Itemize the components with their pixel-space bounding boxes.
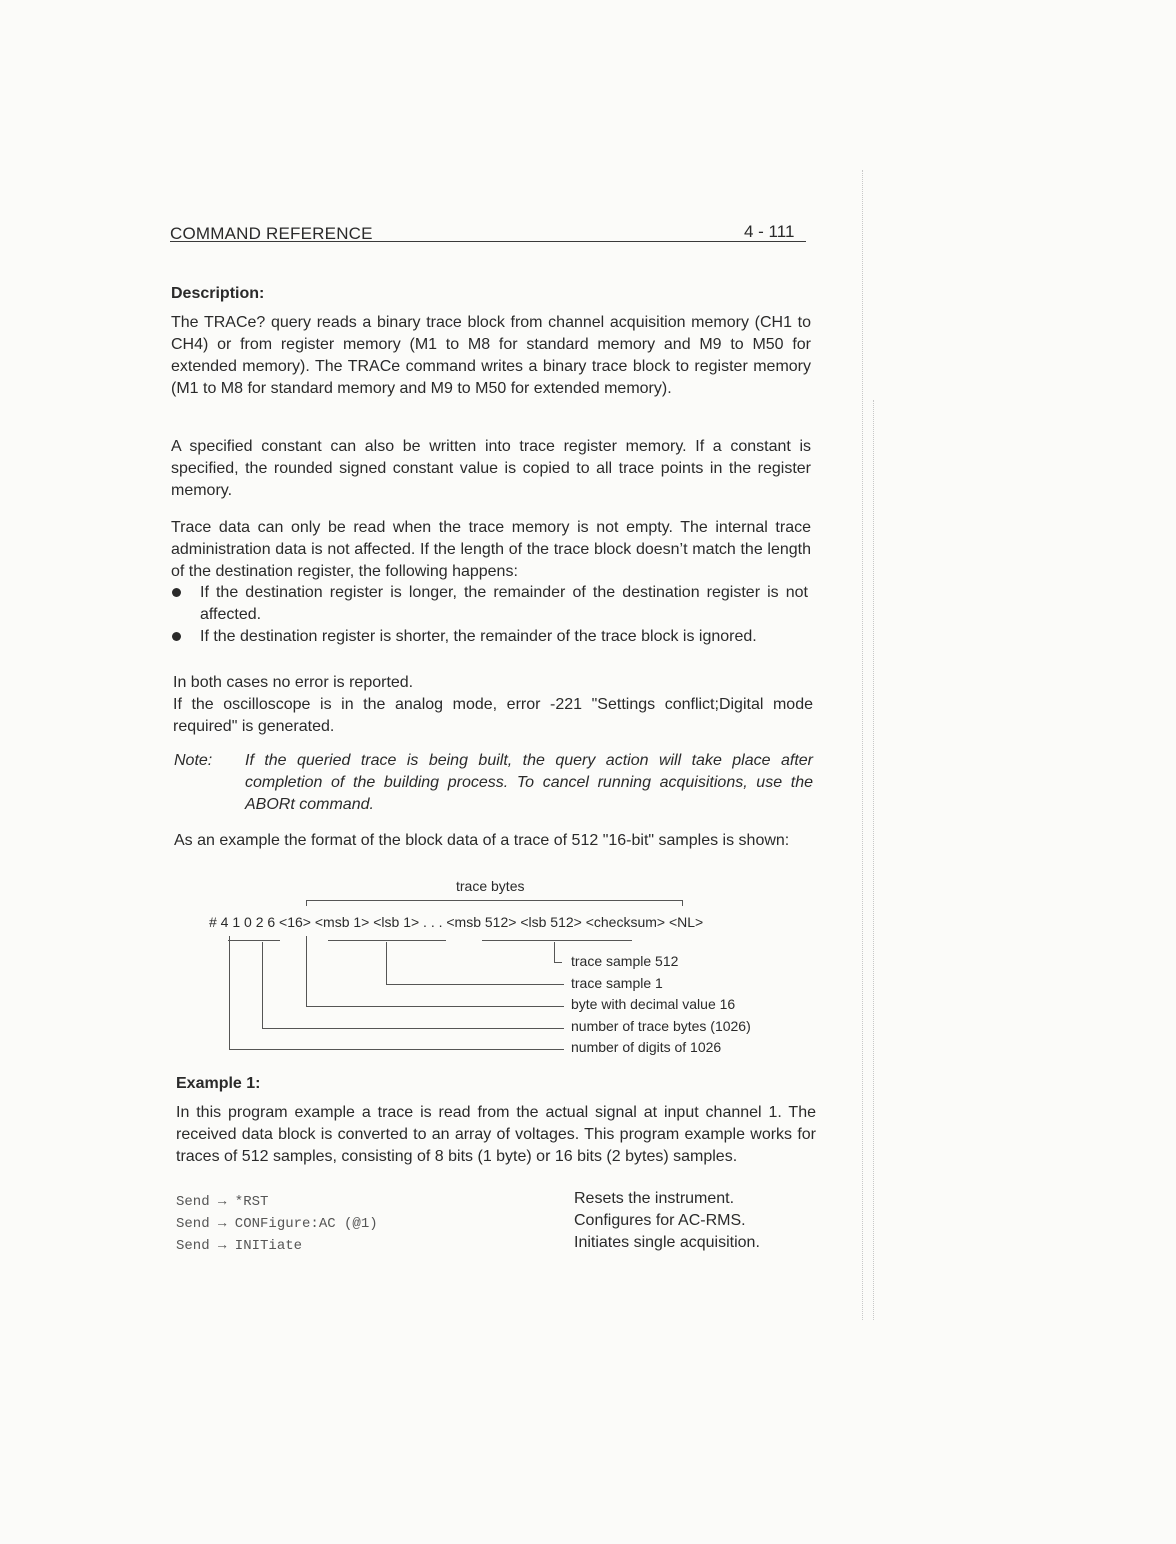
bracket-tick <box>306 900 307 906</box>
description-heading: Description: <box>171 285 265 302</box>
code-step-3: Send → INITiate <box>176 1238 303 1254</box>
description-paragraph-3: Trace data can only be read when the trace memory is not empty. The internal trace administration data is not affected. If the length of the trace block doesn’t match the length of the destination register, the following happens: <box>171 519 811 580</box>
bullet-icon <box>172 588 181 597</box>
leader-digits <box>229 1049 564 1050</box>
sample512-underbracket <box>482 940 632 941</box>
analog-mode-line: If the oscilloscope is in the analog mode, error -221 "Settings conflict;Digital mode required" is generated. <box>173 696 813 735</box>
example-1-paragraph: In this program example a trace is read from the actual signal at input channel 1. The received data block is converted to an array of voltages. This program example works for traces of 512 samples, consisting of 8 bits (1 byte) or 16 bits (2 bytes) samples. <box>176 1104 816 1165</box>
note-text: If the queried trace is being built, the query action will take place after completion of the building process. To cancel running acquisitions, use the ABORt command. <box>245 752 813 813</box>
trace-bytes-label: trace bytes <box>456 878 525 894</box>
trace-bytes-bracket <box>306 900 682 901</box>
scan-margin-mark <box>862 170 863 1320</box>
leader-trace-bytes <box>262 1028 564 1029</box>
leader-sample-1 <box>386 942 387 984</box>
description-paragraph-1: The TRACe? query reads a binary trace block from channel acquisition memory (CH1 to CH4) or from register memory (M1 to M8 for standard memory and M9 to M50 for extended memory). The TRACe command writes a binary trace block to register memory (M1 to M8 for standard memory and M9 to M50 for extended memory). <box>171 314 811 397</box>
description-paragraph-2: A specified constant can also be written into trace register memory. If a constant is specified, the rounded signed constant value is copied to all trace points in the register memory. <box>171 438 811 499</box>
header-rule <box>170 241 806 242</box>
leader-byte-16 <box>306 1006 564 1007</box>
bullet-item-2: If the destination register is shorter, the remainder of the trace block is ignored. <box>200 628 757 645</box>
leader-byte-16 <box>306 936 307 1006</box>
code-step-2: Send → CONFigure:AC (@1) <box>176 1216 378 1232</box>
label-trace-bytes: number of trace bytes (1026) <box>571 1018 751 1034</box>
scan-margin-mark <box>873 400 874 1320</box>
block-format-line: # 4 1 0 2 6 <16> <msb 1> <lsb 1> . . . <msb 512> <lsb 512> <checksum> <NL> <box>209 914 704 930</box>
code-step-3-comment: Initiates single acquisition. <box>574 1234 760 1251</box>
label-trace-sample-1: trace sample 1 <box>571 975 663 991</box>
code-step-1-comment: Resets the instrument. <box>574 1190 735 1207</box>
no-error-line: In both cases no error is reported. <box>173 674 414 691</box>
label-trace-sample-512: trace sample 512 <box>571 953 679 969</box>
bullet-item-1: If the destination register is longer, the remainder of the destination register is not affected. <box>200 584 808 623</box>
leader-trace-bytes <box>262 942 263 1028</box>
code-step-2-comment: Configures for AC-RMS. <box>574 1212 746 1229</box>
bracket-tick <box>682 900 683 906</box>
leader-sample-512 <box>554 962 562 963</box>
example-1-heading: Example 1: <box>176 1075 261 1092</box>
leader-digits <box>229 936 230 1049</box>
sample1-underbracket <box>328 940 446 941</box>
code-step-1: Send → *RST <box>176 1194 269 1210</box>
bullet-icon <box>172 632 181 641</box>
leader-sample-512 <box>554 942 555 962</box>
label-byte-16: byte with decimal value 16 <box>571 996 736 1012</box>
digits-underbracket <box>228 940 280 941</box>
example-intro: As an example the format of the block data of a trace of 512 "16-bit" samples is shown: <box>174 832 790 849</box>
page-number: 4 - 111 <box>744 222 795 241</box>
section-title: COMMAND REFERENCE <box>170 224 373 243</box>
note-label: Note: <box>174 752 213 769</box>
leader-sample-1 <box>386 984 564 985</box>
label-digits: number of digits of 1026 <box>571 1039 722 1055</box>
